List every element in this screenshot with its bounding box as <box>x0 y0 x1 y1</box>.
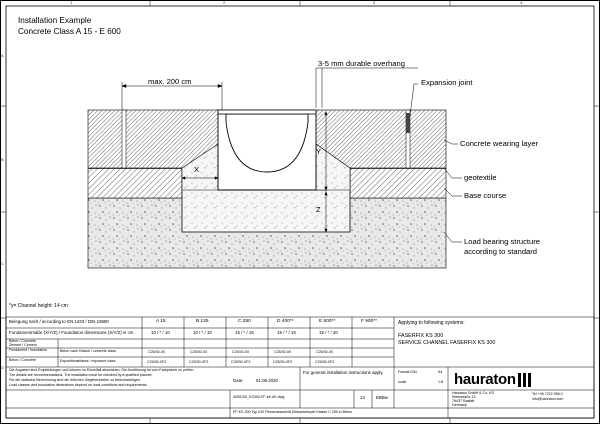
callout-base-course: Base course <box>464 191 507 200</box>
company-address-4: Germany <box>452 403 467 407</box>
concrete-d400: C25/30-X0 <box>274 350 292 354</box>
format-value: A4 <box>438 370 443 374</box>
dims-b125: 10 / * / 10 <box>193 330 212 335</box>
table-row4-label: Fundament / foundation <box>9 348 47 352</box>
dims-a15: 10 / * / 10 <box>151 330 170 335</box>
applying-heading: Applying to following systems: <box>398 320 465 326</box>
ruler-side-b: B <box>1 157 4 162</box>
dims-e600: 15 / * / 20 <box>319 330 338 335</box>
ruler-top-1: 1 <box>70 0 73 5</box>
class-b125: B 125 <box>196 319 209 324</box>
scale-label: scale <box>398 380 407 384</box>
callout-geotextile: geotextile <box>464 173 497 182</box>
title-line1: Installation Example <box>18 16 92 25</box>
footnote: *y= Channel height: 14 cm <box>9 303 68 309</box>
callout-concrete-layer: Concrete wearing layer <box>460 139 539 148</box>
fine-print-4: Load classes and foundation dimensions depend on local conditions and requirements. <box>9 383 148 387</box>
class-d400: D 400** <box>277 319 294 324</box>
table-row3-sub: Zement / Cement <box>9 343 37 347</box>
class-c250: C 250 <box>238 319 251 324</box>
channel-grate <box>218 110 316 114</box>
company-tel: Tel +49 7222 958 0 <box>532 392 563 396</box>
ruler-top-4: 4 <box>520 0 523 5</box>
exposure-d400: C25/30-XF2 <box>273 360 293 364</box>
table-row5-label: Beton / Concrete <box>9 358 36 362</box>
fine-print-1: Die Angaben sind Empfehlungen und können im Einzelfall abweichen. Die Ausführung ist vom Fachplaner zu prüfen. <box>9 368 195 372</box>
dims-c250: 15 / * / 15 <box>235 330 254 335</box>
ruler-side-a: A <box>1 53 4 58</box>
concrete-e600: C25/30-X0 <box>316 350 334 354</box>
company-address-1: Hauraton GmbH & Co. KG <box>452 391 495 395</box>
applying-line2: SERVICE CHANNEL FASERFIX KS 300 <box>398 340 496 346</box>
concrete-a15: C25/30-X0 <box>148 350 166 354</box>
general-note: For general installation instructions apply. <box>303 370 384 375</box>
date-value: 01.09.2020 <box>256 378 278 383</box>
drawing-number: 0000105_KS300-FF-Int-UK.dwg <box>233 395 285 399</box>
dim-y-label: Y <box>316 147 322 156</box>
callout-load-bearing-1: Load bearing structure <box>464 237 540 246</box>
dim-overhang <box>316 68 418 108</box>
company-address-3: 76437 Rastatt <box>452 399 475 403</box>
applying-line1: FASERFIX KS 300 <box>398 333 444 339</box>
exposure-b125: C25/30-XF2 <box>189 360 209 364</box>
dims-d400: 15 / * / 15 <box>277 330 296 335</box>
exposure-a15: C25/30-XF2 <box>147 360 167 364</box>
scale-value: 1:8 <box>438 380 443 384</box>
drawing-revision: EBBw <box>376 395 388 400</box>
dim-max-width-label: max. 200 cm <box>148 77 192 86</box>
date-label: Date: <box>233 378 244 383</box>
ruler-top-3: 3 <box>373 0 376 5</box>
hauraton-logo: hauraton <box>454 371 516 388</box>
format-label: Format DIN <box>398 370 417 374</box>
title-line2: Concrete Class A 15 - E 600 <box>18 27 121 36</box>
concrete-c250: C25/30-X0 <box>232 350 250 354</box>
callout-expansion-joint: Expansion joint <box>421 78 473 87</box>
drawing-description: FF-KS-300 Typ 010 Rinnenanschnitt Einbaubeispiel Klasse C 250 in Beton <box>233 410 352 414</box>
exposure-c250: C25/30-XF2 <box>231 360 251 364</box>
table-row4-sub: Beton nach Klasse / concrete class <box>60 349 116 353</box>
ruler-side-c: C <box>1 261 4 266</box>
ruler-top-2: 2 <box>223 0 226 5</box>
table-row1-label: Belegung nach / according to EN 1433 / DIN 19580 <box>9 319 109 324</box>
dim-x-label: X <box>194 165 200 174</box>
table-row3-label: Beton / Concrete <box>9 339 36 343</box>
company-address-2: Werkstraße 13 <box>452 395 476 399</box>
table-row2-label: Fundamentmaße (X/Y/Z) / Foundation dimensions (X/Y/Z) in cm <box>9 330 134 335</box>
class-e600: E 600** <box>319 319 336 324</box>
class-f900: F 900** <box>361 319 377 324</box>
company-email: info@hauraton.com <box>532 397 564 401</box>
ruler-side-d: D <box>1 365 4 370</box>
fine-print-3: Für die statische Berechnung sind die örtlichen Gegebenheiten zu berücksichtigen. <box>9 378 142 382</box>
hauraton-logo-mark <box>518 373 531 387</box>
dim-max-width <box>122 82 222 110</box>
class-a15: A 15 <box>156 319 166 324</box>
fine-print-2: The details are recommendations. The installation must be checked by a qualified planner. <box>9 373 153 377</box>
exposure-e600: C25/30-XF2 <box>315 360 335 364</box>
dim-overhang-label: 3-5 mm durable overhang <box>318 59 405 68</box>
table-row5-sub: Expositionsklasse / exposure class <box>60 359 116 363</box>
concrete-b125: C25/30-X0 <box>190 350 208 354</box>
dim-z-label: Z <box>316 205 321 214</box>
callout-load-bearing-2: according to standard <box>464 247 538 256</box>
drawing-sheet: 13 <box>360 395 365 400</box>
